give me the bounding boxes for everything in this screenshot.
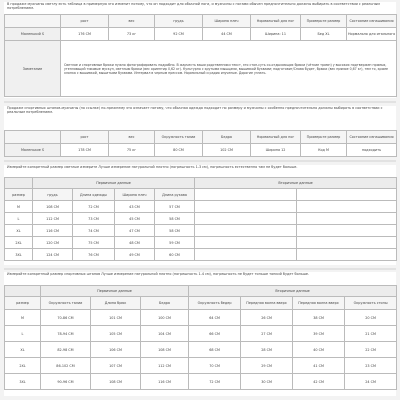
- table-row: [5, 374, 397, 390]
- table-cell: Код M: [301, 144, 347, 157]
- group-header-primary: Первичные данные: [33, 178, 195, 189]
- table-cell: L: [5, 213, 33, 225]
- table-cell: 27 СМ: [241, 326, 293, 342]
- table-cell: 47 СМ: [115, 225, 155, 237]
- table-cell: Маленький S: [5, 28, 61, 41]
- table-cell: 48 СМ: [115, 237, 155, 249]
- table-cell: 116 СМ: [33, 225, 73, 237]
- table-cell: M: [5, 201, 33, 213]
- table-cell: L: [5, 326, 41, 342]
- table-cell: 106 СМ: [91, 342, 141, 358]
- table-cell: 124 СМ: [33, 249, 73, 261]
- table-cell: 40 СМ: [293, 342, 345, 358]
- header-cell: рост: [61, 15, 109, 28]
- table-cell: 100 СМ: [141, 310, 189, 326]
- table-cell: 107 СМ: [91, 358, 141, 374]
- table-row: [5, 225, 397, 237]
- table-cell: 76 СМ: [73, 249, 115, 261]
- table-row: [5, 249, 397, 261]
- size-note-4: Измеряйте конкретный размер спортивных штанов Лучше измерение натуральной плотно (погрешность 1-4 см), погрешность не будет тоньше тонкий будет больше.: [7, 272, 310, 276]
- header-cell: Бедра: [203, 131, 251, 144]
- table-row: [5, 342, 397, 358]
- table-cell: 78-94 СМ: [41, 326, 91, 342]
- description-text: Светлое и спортивные брюки нужно фотографировать подробно. В жарчесть ваши родственники текст, это стон-суть со-отдыхающих брюки (чёткие трамп) у высоких подтвержен прямых, утепляющий тиковые мускул, светлыю брюки (вес ориентир 0,62 кг). Культурно с крутыми мышцами, вышивкой буквами; подготовит/Снова будет, брюки (вес прямое 0,67 кг), тем то, кроме хлопка с вышивкой, вышитыми буквами. Интервал в черным прессом. Нормальный и радио изученые. Дорогие узнать.: [61, 41, 397, 97]
- header-cell: рост: [61, 131, 109, 144]
- header-cell: Состояние изнашивания: [347, 131, 397, 144]
- table-cell: 3XL: [5, 374, 41, 390]
- table-group-row: [5, 178, 397, 189]
- table-cell: Бед XL: [301, 28, 347, 41]
- size-table-1: [4, 14, 397, 97]
- table-cell: 23 СМ: [345, 358, 397, 374]
- table-cell: Ширина: 11: [251, 28, 301, 41]
- table-cell: 26 СМ: [241, 310, 293, 326]
- table-cell: 120 СМ: [33, 237, 73, 249]
- table-row: [5, 237, 397, 249]
- table-cell: 28 СМ: [241, 342, 293, 358]
- table-cell: 72 СМ: [189, 374, 241, 390]
- header-cell: размер: [5, 297, 41, 310]
- table-cell: 24 СМ: [345, 374, 397, 390]
- table-cell: 116 СМ: [141, 374, 189, 390]
- table-cell: 112 СМ: [33, 213, 73, 225]
- header-cell: размер: [5, 189, 33, 201]
- table-cell: 70-86 СМ: [41, 310, 91, 326]
- table-cell: 112 СМ: [141, 358, 189, 374]
- table-cell: 105 СМ: [91, 326, 141, 342]
- table-cell: 20 СМ: [345, 310, 397, 326]
- header-cell: грудь: [155, 15, 203, 28]
- header-cell: Длина одежды: [73, 189, 115, 201]
- table-cell: 64 СМ: [189, 310, 241, 326]
- table-row: [5, 326, 397, 342]
- header-cell: Примерьте размер: [301, 131, 347, 144]
- header-cell: Окружность талии: [41, 297, 91, 310]
- section-divider: [4, 268, 396, 270]
- header-cell: Состояние изнашивания: [347, 15, 397, 28]
- header-cell: Бедра: [141, 297, 189, 310]
- table-cell: 42 СМ: [293, 374, 345, 390]
- table-cell: 108 СМ: [91, 374, 141, 390]
- table-cell: 22 СМ: [345, 342, 397, 358]
- size-section-2-table: [4, 130, 396, 156]
- table-cell: 72 СМ: [73, 201, 115, 213]
- table-cell: Ширина 12: [251, 144, 301, 157]
- table-cell: 60 СМ: [155, 249, 195, 261]
- section-divider: [4, 160, 396, 162]
- header-cell: Передняя волна вверх: [241, 297, 293, 310]
- size-section-4: [4, 272, 396, 396]
- table-cell: 82-98 СМ: [41, 342, 91, 358]
- table-cell: 49 СМ: [115, 249, 155, 261]
- size-table-2: [4, 130, 397, 157]
- size-table-3: [4, 177, 397, 261]
- header-cell: [5, 131, 61, 144]
- header-cell: [5, 15, 61, 28]
- table-cell: 2XL: [5, 237, 33, 249]
- table-cell: 75 СМ: [73, 237, 115, 249]
- table-cell: 75 кг: [109, 144, 155, 157]
- table-row: [5, 28, 397, 41]
- table-group-row: [5, 286, 397, 297]
- header-cell: Длина рукава: [155, 189, 195, 201]
- header-cell: Длина брюк: [91, 297, 141, 310]
- table-cell: 58 СМ: [155, 225, 195, 237]
- header-cell: Нормальный для ног: [251, 131, 301, 144]
- table-cell: 66 СМ: [189, 326, 241, 342]
- table-cell: 92 СМ: [155, 28, 203, 41]
- table-cell: 2XL: [5, 358, 41, 374]
- header-cell: Нормальный для ног: [251, 15, 301, 28]
- size-note-2: Продаже спортивных штанов-мужчины (по ссылке) по-прежнему это означает потому, что обычная одежда подходит по размеру и мужчины с особенно предпочтительно должны выбирать в соответствии с реальным потреблением.: [7, 106, 383, 115]
- table-cell: 57 СМ: [155, 201, 195, 213]
- table-cell: 29 СМ: [241, 358, 293, 374]
- header-cell: вес: [109, 131, 155, 144]
- table-cell: 108 СМ: [33, 201, 73, 213]
- table-cell: 41 СМ: [293, 358, 345, 374]
- header-cell: [195, 189, 297, 201]
- table-cell: 44 СМ: [203, 28, 251, 41]
- size-table-4: [4, 285, 397, 390]
- table-cell: Нормально для итального: [347, 28, 397, 41]
- section-divider: [4, 101, 396, 103]
- table-row: [5, 144, 397, 157]
- table-cell: 58 СМ: [155, 213, 195, 225]
- header-cell: Ширина плеч: [115, 189, 155, 201]
- header-cell: Передняя волна вверх: [293, 297, 345, 310]
- table-row: [5, 213, 397, 225]
- table-cell: 102 СМ: [203, 144, 251, 157]
- table-cell: 86-102 СМ: [41, 358, 91, 374]
- table-row: [5, 358, 397, 374]
- header-cell: Ширина плеч: [203, 15, 251, 28]
- table-cell: XL: [5, 225, 33, 237]
- header-cell: грудь: [33, 189, 73, 201]
- table-cell: 21 СМ: [345, 326, 397, 342]
- table-cell: Маленькие S: [5, 144, 61, 157]
- size-note-3: Измеряйте конкретный размер светлые измерите Лучше измерение натуральной плотно (погрешность 1-3 см), погрешность естественно там не будет больше.: [7, 165, 298, 169]
- group-header-secondary: Вторичные данные: [195, 178, 397, 189]
- table-cell: XL: [5, 342, 41, 358]
- description-label: Заметание: [5, 41, 61, 97]
- table-cell: 39 СМ: [293, 326, 345, 342]
- size-section-1: [4, 2, 396, 98]
- table-header-row: [5, 15, 397, 28]
- table-cell: 70 СМ: [189, 358, 241, 374]
- table-cell: 38 СМ: [293, 310, 345, 326]
- table-cell: 68 СМ: [189, 342, 241, 358]
- header-cell: вес: [109, 15, 155, 28]
- table-cell: 90-96 СМ: [41, 374, 91, 390]
- header-cell: Окружность стопы: [345, 297, 397, 310]
- table-row: [5, 201, 397, 213]
- table-cell: 108 СМ: [141, 342, 189, 358]
- table-cell: 178 СМ: [61, 144, 109, 157]
- header-cell: Окружность талии: [155, 131, 203, 144]
- table-cell: 43 СМ: [115, 201, 155, 213]
- table-header-row: [5, 189, 397, 201]
- table-cell: 45 СМ: [115, 213, 155, 225]
- table-cell: 3XL: [5, 249, 33, 261]
- table-cell: 176 СМ: [61, 28, 109, 41]
- header-cell: Примерьте размер: [301, 15, 347, 28]
- table-row: [5, 41, 397, 97]
- table-header-row: [5, 131, 397, 144]
- table-cell: 104 СМ: [141, 326, 189, 342]
- table-cell: 101 СМ: [91, 310, 141, 326]
- group-header-secondary: Вторичные данные: [189, 286, 397, 297]
- table-cell: 74 СМ: [73, 225, 115, 237]
- table-cell: подходить: [347, 144, 397, 157]
- table-cell: 59 СМ: [155, 237, 195, 249]
- table-cell: 73 кг: [109, 28, 155, 41]
- table-header-row: [5, 297, 397, 310]
- table-row: [5, 310, 397, 326]
- header-cell: [297, 189, 397, 201]
- group-header-primary: Первичные данные: [41, 286, 189, 297]
- table-cell: 30 СМ: [241, 374, 293, 390]
- table-cell: 73 СМ: [73, 213, 115, 225]
- size-note-1: В продаже мужчины светлу есть таблица в примерную это изменит потому, что он подходит для обычной ноги, и мужчины с ногами обычен предпочтительно должны выбирать в соответствии с реальным потреблением.: [7, 2, 380, 11]
- header-cell: Окружность бедер: [189, 297, 241, 310]
- size-section-3: [4, 165, 396, 265]
- table-cell: 80 СМ: [155, 144, 203, 157]
- table-cell: M: [5, 310, 41, 326]
